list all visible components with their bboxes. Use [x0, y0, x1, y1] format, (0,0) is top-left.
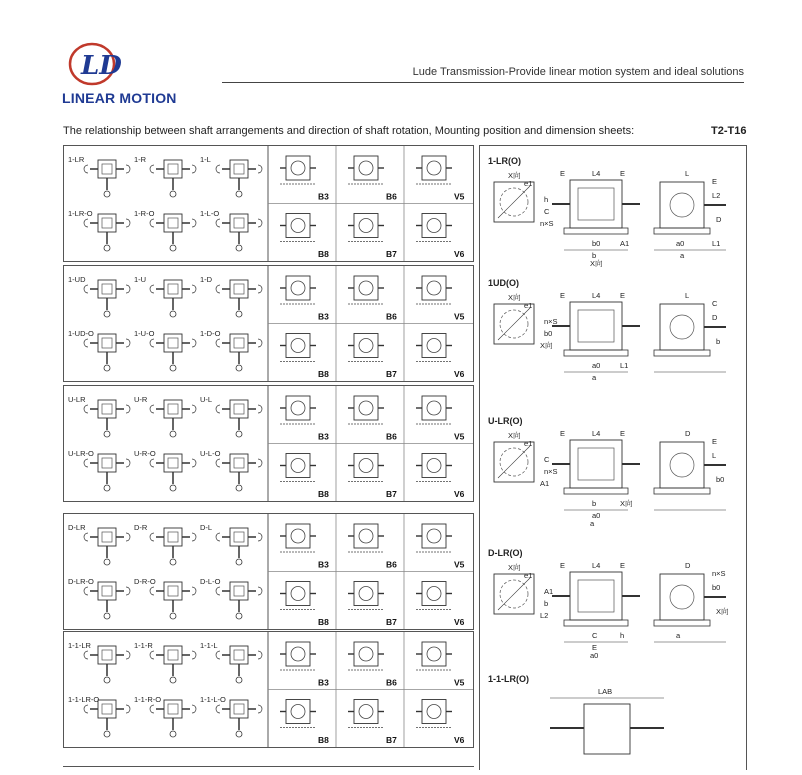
dimension-label: L2 — [540, 611, 549, 620]
arrangement-label: 1-D — [200, 275, 213, 284]
mounting-drawing — [280, 582, 316, 610]
dimension-label: L1 — [620, 361, 629, 370]
mounting-drawing — [280, 700, 316, 728]
dimension-label: E — [620, 429, 626, 438]
arrangement-group — [63, 513, 474, 630]
dimension-label: n×S — [544, 467, 558, 476]
gearbox-thumb — [216, 400, 262, 437]
sheet-title: 1-1-LR(O) — [488, 674, 529, 684]
dimension-label: a — [592, 373, 597, 382]
bottom-divider — [63, 766, 474, 767]
arrangement-group — [63, 265, 474, 382]
dimension-label: e1 — [524, 301, 533, 310]
page-ref: T2-T16 — [711, 125, 747, 137]
dimension-label: LAB — [598, 687, 613, 696]
dimension-label: L1 — [712, 239, 721, 248]
arrangement-label: 1-U — [134, 275, 147, 284]
dimension-label: e1 — [524, 439, 533, 448]
gearbox-thumb — [84, 400, 130, 437]
mounting-drawing — [348, 396, 384, 424]
dimension-label: a — [676, 631, 681, 640]
mounting-label: V6 — [454, 369, 465, 379]
arrangement-label: U-LR-O — [68, 449, 94, 458]
mounting-drawing — [280, 334, 316, 362]
dimension-label: a0 — [592, 361, 601, 370]
arrangement-label: 1-UD-O — [68, 329, 94, 338]
arrangement-label: 1-R-O — [134, 209, 155, 218]
mounting-label: V5 — [454, 311, 465, 322]
mounting-label: V6 — [454, 617, 465, 627]
dimension-label: D — [685, 561, 691, 570]
dimension-label: X向 — [716, 607, 729, 616]
mounting-label: V6 — [454, 249, 465, 259]
arrangement-label: U-L-O — [200, 449, 221, 458]
mounting-label: B6 — [386, 191, 397, 202]
arrangement-group — [63, 385, 474, 502]
mounting-drawing — [416, 700, 452, 728]
tagline: Lude Transmission-Provide linear motion system and ideal solutions — [412, 66, 744, 78]
dimension-label: a0 — [592, 511, 601, 520]
dimension-panel — [479, 145, 747, 770]
dimension-label: a — [680, 251, 685, 260]
group-drawing — [64, 514, 473, 629]
dimension-label: E — [712, 177, 718, 186]
mounting-label: B7 — [386, 249, 397, 259]
gearbox-thumb — [84, 280, 130, 317]
gearbox-thumb — [216, 700, 262, 737]
dimension-label: E — [620, 291, 626, 300]
arrangement-label: 1-1-R — [134, 641, 153, 650]
arrangement-label: D-L — [200, 523, 213, 532]
dimension-label: b0 — [544, 329, 553, 338]
gearbox-thumb — [150, 334, 196, 371]
arrangement-label: 1-LR-O — [68, 209, 93, 218]
dimension-label: C — [544, 455, 550, 464]
dimension-label: L4 — [592, 561, 601, 570]
mounting-drawing — [348, 700, 384, 728]
dimension-label: E — [592, 643, 598, 652]
dimension-label: L2 — [712, 191, 721, 200]
group-drawing — [64, 266, 473, 381]
dimension-label: E — [620, 169, 626, 178]
arrangement-label: 1-L-O — [200, 209, 220, 218]
dimension-label: C — [712, 299, 718, 308]
gearbox-thumb — [84, 528, 130, 565]
dimension-drawing — [494, 180, 726, 250]
gearbox-thumb — [150, 400, 196, 437]
dimension-label: b0 — [712, 583, 721, 592]
dimension-label: X向 — [508, 431, 521, 440]
arrangement-label: U-R-O — [134, 449, 156, 458]
dimension-label: L4 — [592, 429, 601, 438]
dimension-label: X向 — [508, 293, 521, 302]
mounting-drawing — [416, 642, 452, 670]
sheet-title: D-LR(O) — [488, 548, 523, 558]
mounting-drawing — [348, 214, 384, 242]
dimension-label: C — [592, 631, 598, 640]
mounting-label: B3 — [318, 311, 329, 322]
dimension-label: n×S — [712, 569, 726, 578]
mounting-drawing — [348, 642, 384, 670]
dimension-label: a0 — [676, 239, 685, 248]
header-divider — [222, 82, 744, 83]
dimension-label: a0 — [590, 651, 599, 660]
mounting-drawing — [348, 156, 384, 184]
dimension-label: h — [620, 631, 625, 640]
arrangement-label: U-L — [200, 395, 213, 404]
mounting-drawing — [280, 214, 316, 242]
gearbox-thumb — [84, 582, 130, 619]
arrangement-label: 1-1-L-O — [200, 695, 226, 704]
dimension-label: e1 — [524, 571, 533, 580]
mounting-label: B6 — [386, 311, 397, 322]
gearbox-thumb — [150, 700, 196, 737]
mounting-label: B8 — [318, 735, 329, 745]
dimension-label: E — [712, 437, 718, 446]
dimension-label: b — [592, 499, 597, 508]
mounting-label: B3 — [318, 191, 329, 202]
arrangement-label: U-LR — [68, 395, 86, 404]
gearbox-thumb — [216, 214, 262, 251]
mounting-label: B3 — [318, 677, 329, 688]
arrangement-label: 1-L — [200, 155, 211, 164]
logo-letters: LD — [81, 51, 122, 81]
mounting-label: B6 — [386, 677, 397, 688]
gearbox-thumb — [150, 280, 196, 317]
arrangement-label: D-LR-O — [68, 577, 94, 586]
arrangement-label: 1-R — [134, 155, 147, 164]
dimension-label: X向 — [540, 341, 553, 350]
gearbox-thumb — [150, 646, 196, 683]
sheet-title: 1-LR(O) — [488, 156, 521, 166]
mounting-drawing — [416, 214, 452, 242]
gearbox-thumb — [216, 454, 262, 491]
mounting-label: B8 — [318, 369, 329, 379]
dimension-label: E — [560, 291, 566, 300]
intro-text: The relationship between shaft arrangements and direction of shaft rotation, Mounting position and dimension sheets: — [63, 125, 635, 137]
dimension-label: n×S — [544, 317, 558, 326]
dimension-label: L4 — [592, 291, 601, 300]
mounting-label: V5 — [454, 191, 465, 202]
gearbox-thumb — [84, 454, 130, 491]
dimension-label: E — [560, 169, 566, 178]
mounting-drawing — [348, 582, 384, 610]
gearbox-thumb — [216, 582, 262, 619]
dimension-label: b — [544, 599, 549, 608]
dimension-label: X向 — [590, 259, 603, 268]
arrangement-label: 1-D-O — [200, 329, 221, 338]
gearbox-thumb — [216, 646, 262, 683]
dimension-drawing — [494, 302, 726, 372]
arrangement-label: 1-1-L — [200, 641, 218, 650]
mounting-label: B7 — [386, 617, 397, 627]
mounting-drawing — [348, 454, 384, 482]
mounting-label: B7 — [386, 735, 397, 745]
sheet-title: 1UD(O) — [488, 278, 519, 288]
dimension-drawing — [494, 440, 726, 510]
mounting-drawing — [416, 524, 452, 552]
dimension-label: E — [620, 561, 626, 570]
mounting-label: V5 — [454, 559, 465, 570]
dimension-label: D — [685, 429, 691, 438]
mounting-label: B7 — [386, 489, 397, 499]
arrangement-label: 1-UD — [68, 275, 86, 284]
mounting-label: V6 — [454, 735, 465, 745]
arrangement-label: 1-1-LR-O — [68, 695, 100, 704]
arrangement-label: 1-LR — [68, 155, 85, 164]
mounting-label: B6 — [386, 431, 397, 442]
dimension-label: D — [716, 215, 722, 224]
mounting-label: B7 — [386, 369, 397, 379]
dimension-label: n×S — [540, 219, 554, 228]
arrangement-label: D-L-O — [200, 577, 221, 586]
gearbox-thumb — [84, 160, 130, 197]
group-drawing — [64, 146, 473, 261]
gearbox-thumb — [216, 334, 262, 371]
dimension-drawings — [480, 146, 746, 770]
dimension-label: A1 — [620, 239, 630, 248]
dimension-label: h — [544, 195, 549, 204]
dimension-label: X向 — [508, 171, 521, 180]
mounting-label: B6 — [386, 559, 397, 570]
dimension-label: A1 — [544, 587, 554, 596]
mounting-drawing — [416, 156, 452, 184]
gearbox-thumb — [150, 582, 196, 619]
gearbox-thumb — [150, 214, 196, 251]
mounting-label: B8 — [318, 249, 329, 259]
arrangement-label: 1-U-O — [134, 329, 155, 338]
mounting-drawing — [416, 396, 452, 424]
mounting-label: V5 — [454, 677, 465, 688]
mounting-drawing — [280, 454, 316, 482]
sheet-title: U-LR(O) — [488, 416, 523, 426]
dimension-label: b — [592, 251, 597, 260]
mounting-drawing — [280, 524, 316, 552]
dimension-label: L — [685, 169, 690, 178]
gearbox-thumb — [216, 280, 262, 317]
dimension-label: X向 — [620, 499, 633, 508]
dimension-label: E — [560, 429, 566, 438]
dimension-label: b0 — [716, 475, 725, 484]
mounting-drawing — [416, 454, 452, 482]
gearbox-thumb — [216, 160, 262, 197]
arrangement-label: U-R — [134, 395, 148, 404]
brand-name: LINEAR MOTION — [62, 90, 177, 106]
mounting-label: B3 — [318, 559, 329, 570]
arrangement-label: D-LR — [68, 523, 86, 532]
dimension-label: e1 — [524, 179, 533, 188]
mounting-label: V5 — [454, 431, 465, 442]
dimension-label: a — [590, 519, 595, 528]
dimension-label: D — [712, 313, 718, 322]
mounting-label: V6 — [454, 489, 465, 499]
dimension-label: b0 — [592, 239, 601, 248]
arrangement-group — [63, 145, 474, 262]
mounting-drawing — [348, 524, 384, 552]
arrangement-group — [63, 631, 474, 748]
dimension-label: b — [716, 337, 721, 346]
gearbox-thumb — [150, 528, 196, 565]
mounting-label: B8 — [318, 617, 329, 627]
mounting-drawing — [280, 396, 316, 424]
mounting-drawing — [416, 582, 452, 610]
arrangement-label: 1-1-R-O — [134, 695, 162, 704]
mounting-drawing — [348, 334, 384, 362]
dimension-drawing — [494, 572, 726, 642]
gearbox-thumb — [150, 454, 196, 491]
mounting-label: B3 — [318, 431, 329, 442]
mounting-drawing — [280, 642, 316, 670]
dimension-label: L — [712, 451, 717, 460]
arrangement-label: D-R-O — [134, 577, 156, 586]
dimension-label: L — [685, 291, 690, 300]
dimension-label: A1 — [540, 479, 550, 488]
gearbox-thumb — [84, 646, 130, 683]
dimension-label: L4 — [592, 169, 601, 178]
mounting-label: B8 — [318, 489, 329, 499]
mounting-drawing — [280, 276, 316, 304]
gearbox-thumb — [84, 214, 130, 251]
mounting-drawing — [348, 276, 384, 304]
arrangement-label: 1-1-LR — [68, 641, 91, 650]
dimension-label: C — [544, 207, 550, 216]
dimension-drawing — [550, 698, 664, 754]
group-drawing — [64, 632, 473, 747]
dimension-label: X向 — [508, 563, 521, 572]
mounting-drawing — [416, 334, 452, 362]
gearbox-thumb — [216, 528, 262, 565]
mounting-drawing — [416, 276, 452, 304]
arrangement-label: D-R — [134, 523, 148, 532]
gearbox-thumb — [150, 160, 196, 197]
mounting-drawing — [280, 156, 316, 184]
gearbox-thumb — [84, 700, 130, 737]
group-drawing — [64, 386, 473, 501]
gearbox-thumb — [84, 334, 130, 371]
dimension-label: E — [560, 561, 566, 570]
